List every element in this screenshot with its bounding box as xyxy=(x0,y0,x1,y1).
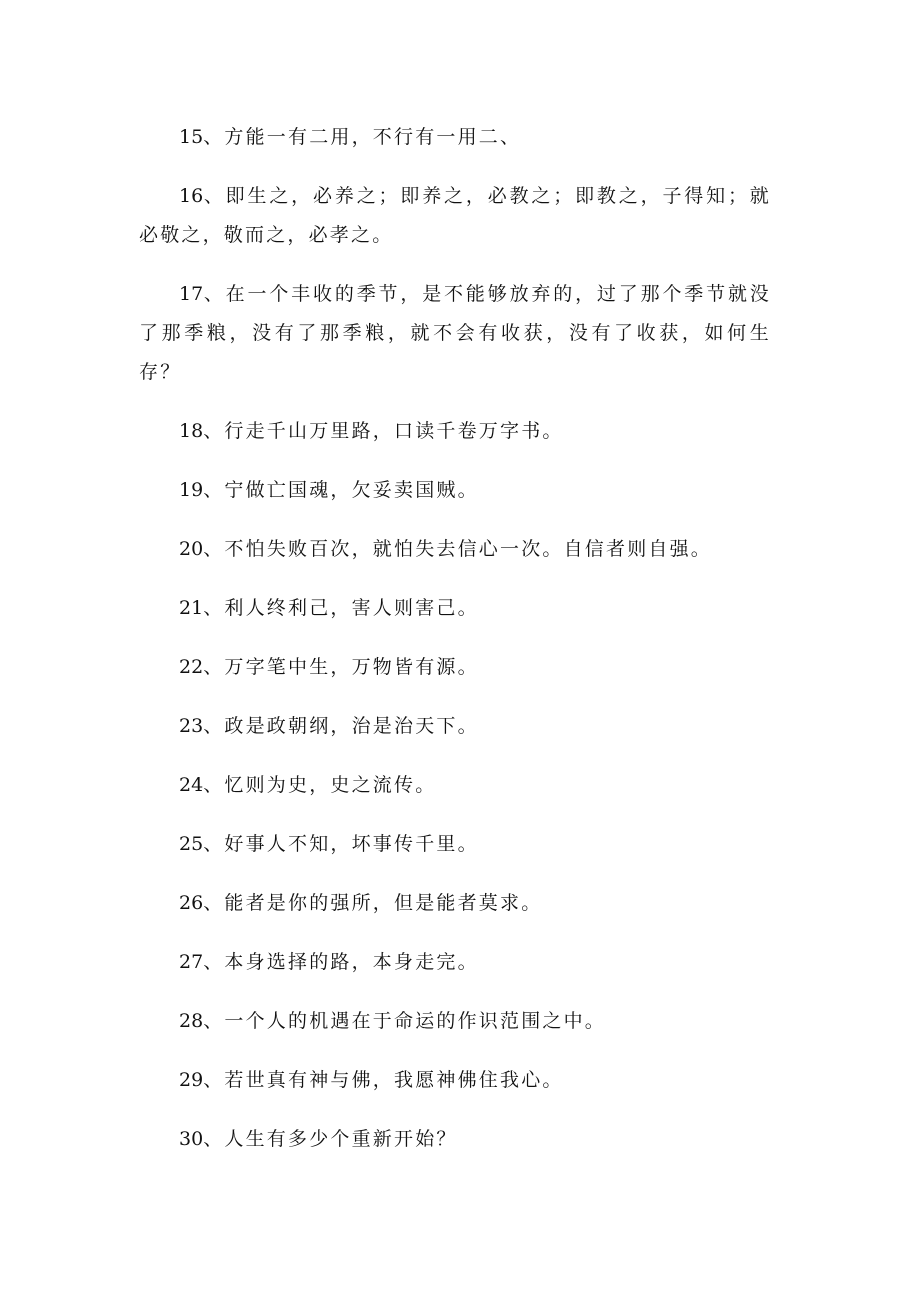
item-number: 25 xyxy=(179,833,204,855)
item-text: 、行走千山万里路，口读千卷万字书。 xyxy=(203,420,564,442)
item-number: 29 xyxy=(179,1069,204,1091)
item-number: 24 xyxy=(179,774,204,796)
item-number: 23 xyxy=(179,715,204,737)
item-text: 、在一个丰收的季节，是不能够放弃的，过了那个季节就没了那季粮，没有了那季粮，就不会有收获，没有了收获，如何生存？ xyxy=(139,283,771,383)
list-item xyxy=(139,275,771,392)
item-number: 22 xyxy=(179,656,204,678)
list-item xyxy=(139,530,771,569)
item-number: 17 xyxy=(179,283,204,305)
item-text: 、利人终利己，害人则害己。 xyxy=(203,597,479,619)
item-number: 30 xyxy=(179,1128,204,1150)
item-text: 、宁做亡国魂，欠妥卖国贼。 xyxy=(203,479,479,501)
list-item xyxy=(139,471,771,510)
list-item xyxy=(139,825,771,864)
list-item xyxy=(139,707,771,746)
item-number: 18 xyxy=(179,420,204,442)
list-item xyxy=(139,884,771,923)
list-item xyxy=(139,589,771,628)
list-item xyxy=(139,1002,771,1041)
item-number: 27 xyxy=(179,951,204,973)
item-number: 20 xyxy=(179,538,204,560)
item-number: 21 xyxy=(179,597,204,619)
list-item xyxy=(139,412,771,451)
item-text: 、不怕失败百次，就怕失去信心一次。自信者则自强。 xyxy=(203,538,712,560)
item-text: 、人生有多少个重新开始？ xyxy=(203,1128,458,1150)
item-number: 16 xyxy=(179,185,204,207)
item-number: 26 xyxy=(179,892,204,914)
item-text: 、政是政朝纲，治是治天下。 xyxy=(203,715,479,737)
list-item xyxy=(139,1061,771,1100)
item-text: 、忆则为史，史之流传。 xyxy=(203,774,437,796)
quote-list xyxy=(139,118,771,1179)
item-text: 、好事人不知，坏事传千里。 xyxy=(203,833,479,855)
item-number: 19 xyxy=(179,479,204,501)
list-item xyxy=(139,766,771,805)
list-item xyxy=(139,177,771,255)
item-text: 、能者是你的强所，但是能者莫求。 xyxy=(203,892,543,914)
list-item xyxy=(139,1120,771,1159)
item-number: 28 xyxy=(179,1010,204,1032)
list-item xyxy=(139,943,771,982)
item-number: 15 xyxy=(179,126,204,148)
item-text: 、即生之，必养之；即养之，必教之；即教之，子得知；就必敬之，敬而之，必孝之。 xyxy=(139,185,771,246)
item-text: 、本身选择的路，本身走完。 xyxy=(203,951,479,973)
item-text: 、方能一有二用，不行有一用二、 xyxy=(203,126,522,148)
item-text: 、若世真有神与佛，我愿神佛住我心。 xyxy=(203,1069,564,1091)
list-item xyxy=(139,648,771,687)
list-item xyxy=(139,118,771,157)
item-text: 、万字笔中生，万物皆有源。 xyxy=(203,656,479,678)
item-text: 、一个人的机遇在于命运的作识范围之中。 xyxy=(203,1010,606,1032)
